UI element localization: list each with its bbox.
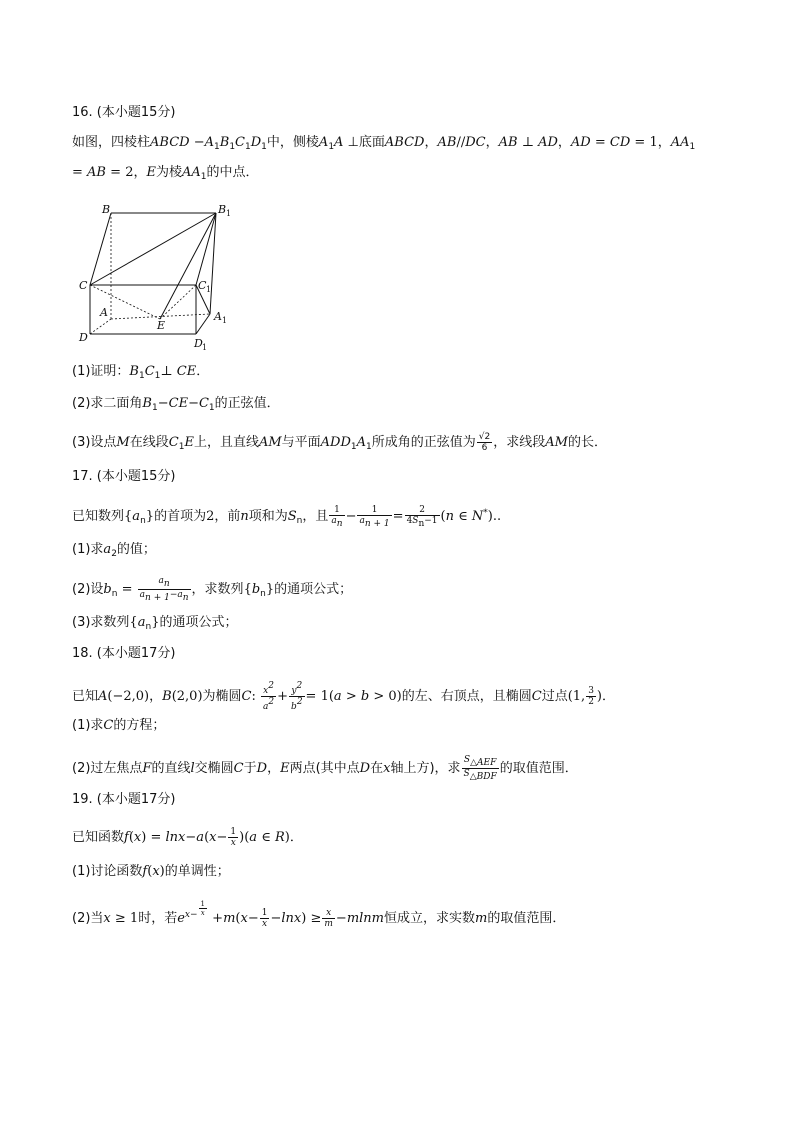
p17-line-1: 已知数列$\{a_n\}$的首项为2，前n项和为$S_n$，且 $\frac{1}{a_n}$ − $\frac{1}{a_{n + 1}}$ = $\frac{2}{4S_n-1}$ (n ∈ N*)..: [72, 504, 502, 529]
p16-heading: 16. (本小题15分): [72, 105, 176, 120]
p16-q3: (3)设点M在线段$C_1E$上，且直线AM与平面$ADD_1A_1$所成角的正弦值为 $\frac{√2}{6}$ ，求线段AM的长．: [72, 432, 607, 453]
p18-q1: (1)求C的方程；: [72, 718, 166, 733]
svg-text:1: 1: [202, 343, 208, 352]
label-d: D: [79, 331, 88, 344]
svg-text:1: 1: [222, 316, 228, 325]
hidden-d-a: [90, 319, 111, 334]
label-e: E: [157, 319, 166, 332]
label-a: A: [100, 306, 108, 319]
p17-heading: 17. (本小题15分): [72, 469, 176, 484]
p19-line-1: 已知函数f(x) = lnx−a(x− $\frac{1}{x}$ )(a ∈ R)．: [72, 827, 303, 848]
svg-text:1: 1: [206, 285, 212, 294]
p18-q2: (2)过左焦点F的直线l交椭圆C于D，E两点(其中点D在x轴上方)，求 $S_{\triangle AEF}$ $S_{\triangle BDF}$ 的取值范围．: [72, 755, 578, 782]
label-c: C: [79, 279, 88, 292]
p19-q1: (1)讨论函数f(x)的单调性；: [72, 864, 230, 879]
p19-heading: 19. (本小题17分): [72, 792, 176, 807]
p19-q2: (2)当x ≥ 1时，若$e^{x- \frac{1}{x}}$ +m(x− $\frac{1}{x}$ −lnx) ≥ $\frac{x}{m}$ −mlnm恒成立，求实数m的取值范围．: [72, 900, 566, 929]
p18-heading: 18. (本小题17分): [72, 646, 176, 661]
label-c1: C: [198, 279, 207, 292]
label-a1: A: [214, 310, 222, 323]
prism-figure: [76, 198, 246, 353]
edge-b1-c1: [196, 213, 216, 285]
p16-q2: (2)求二面角$B_1-CE-C_1$的正弦值．: [72, 396, 280, 413]
p17-q1: (1)求$a_2$的值；: [72, 542, 156, 559]
p17-q3: (3)求数列$\{a_n\}$的通项公式；: [72, 615, 238, 632]
p17-q2: (2)设$b_n$ = $\frac{a_n}{a_{n + 1}-a_n}$ ，求数列$\{b_n\}$的通项公式；: [72, 576, 353, 603]
svg-text:1: 1: [226, 209, 232, 218]
hidden-c1-e: [160, 285, 196, 319]
p18-line-1: 已知A(−2,0)，B(2,0)为椭圆C: $\frac{x^2}{a^2}$ + $\frac{y^2}{b^2}$ = 1(a > b > 0)的左、右顶点，且椭圆C过点(1, $\frac{3}{2}$ )．: [72, 681, 616, 712]
p16-line-1: 如图，四棱柱ABCD $-A_1B_1C_1D_1$中，侧棱$A_1A$ ⊥底面ABCD，AB//DC，AB ⊥ AD，AD = CD = 1，$AA_1$: [72, 135, 696, 152]
edge-d1-a1: [196, 314, 210, 334]
p16-line-2: = AB = 2，E为棱$AA_1$的中点．: [72, 165, 259, 182]
label-d1: D: [194, 337, 203, 350]
edge-b-c: [90, 213, 111, 285]
label-b: B: [102, 203, 111, 216]
label-b1: B: [218, 203, 227, 216]
p16-q1: (1)证明：$B_1C_1\perp$ CE．: [72, 364, 210, 381]
edge-b1-a1: [210, 213, 216, 314]
